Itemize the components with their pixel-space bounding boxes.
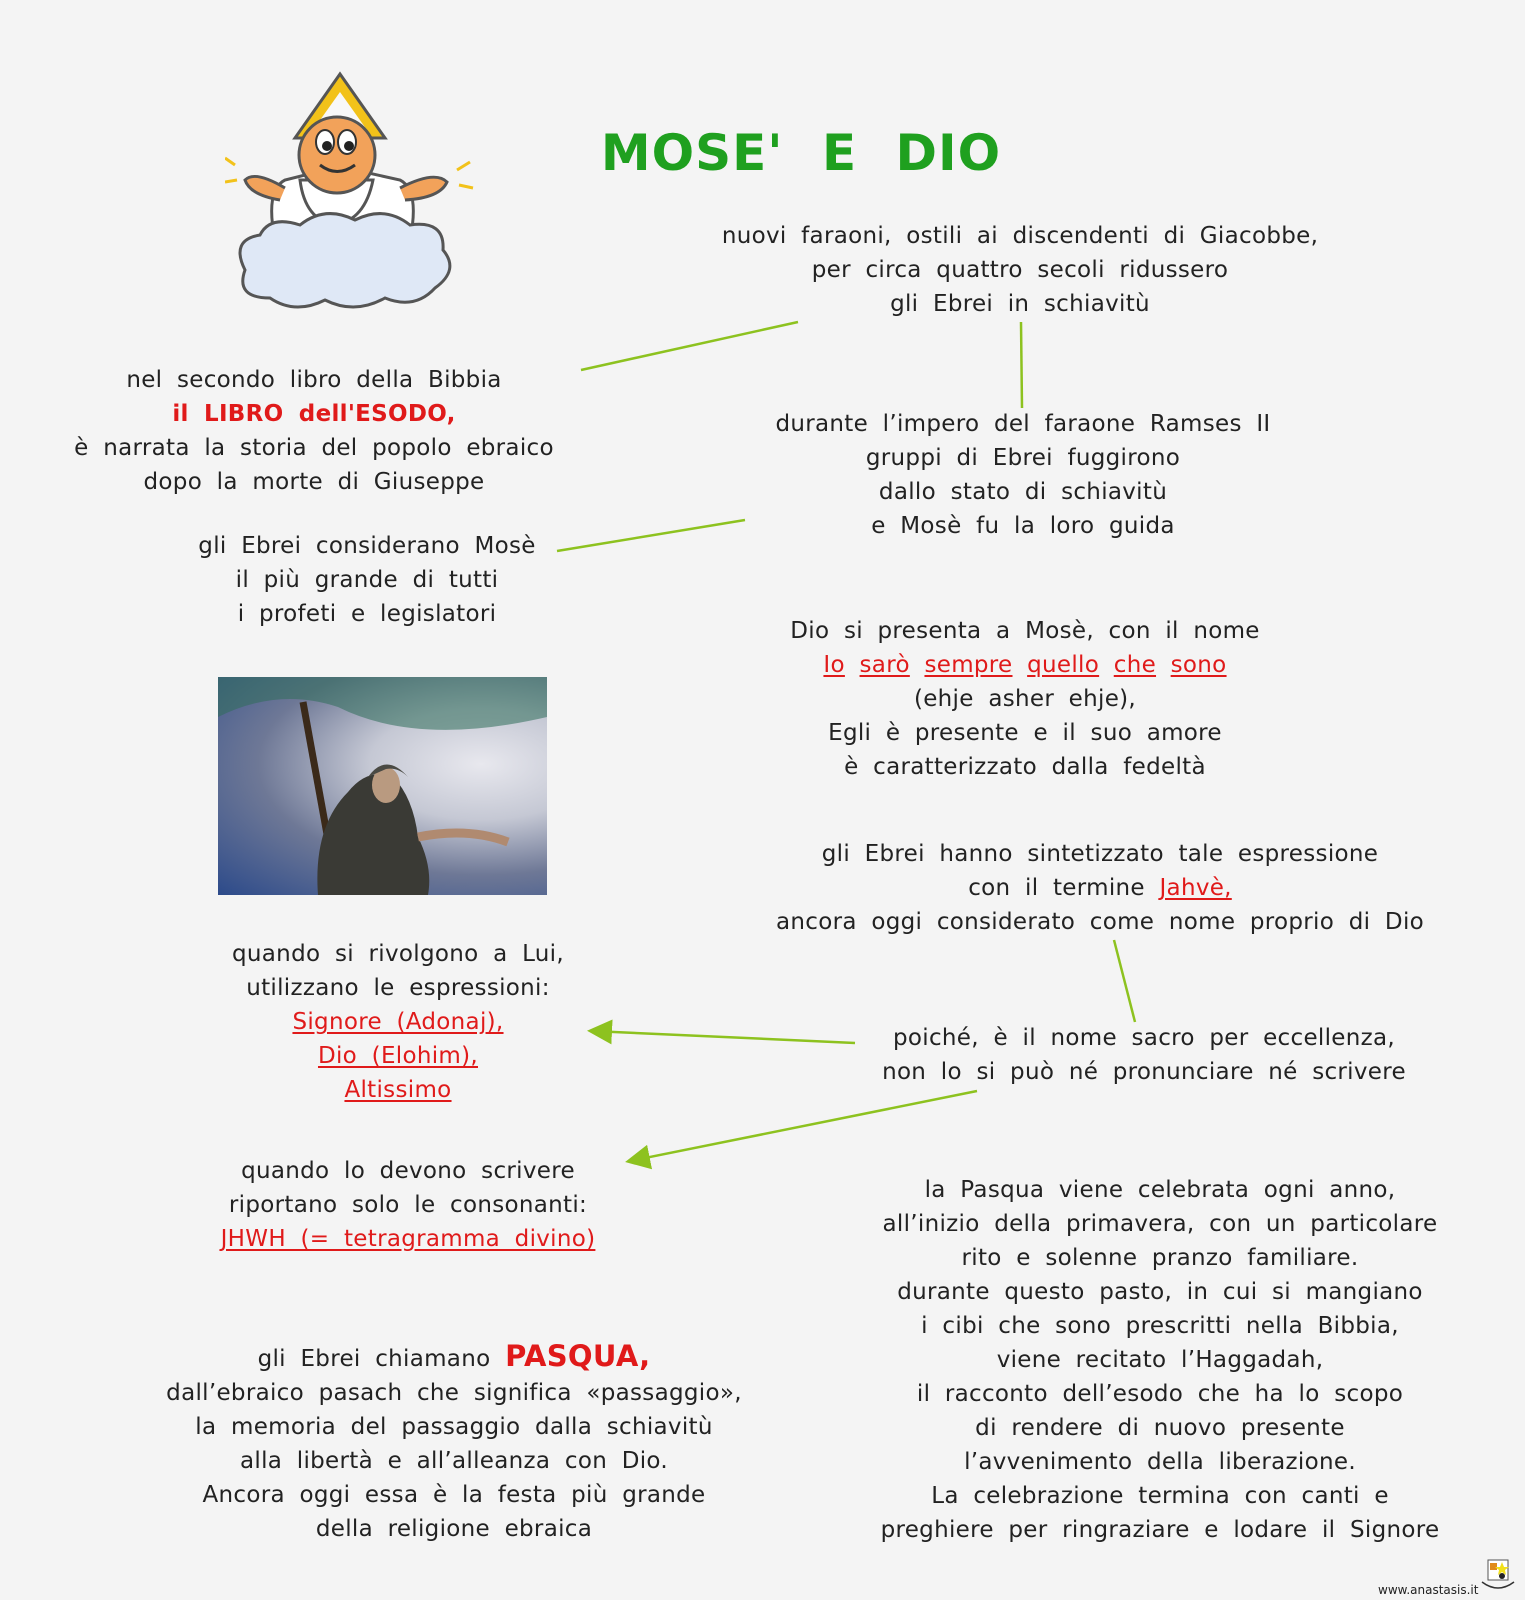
text-line: la Pasqua viene celebrata ogni anno,	[924, 1177, 1396, 1203]
moses-photo	[218, 677, 547, 895]
text-line: i profeti e legislatori	[237, 601, 497, 627]
site-url: www.anastasis.it	[1378, 1583, 1479, 1597]
jahve-term: Jahvè,	[1159, 875, 1232, 901]
text-line: riportano solo le consonanti:	[228, 1192, 588, 1218]
text-line: La celebrazione termina con canti e	[931, 1483, 1389, 1509]
text-line: nuovi faraoni, ostili ai discendenti di Giacobbe,	[721, 223, 1319, 249]
text-line: di rendere di nuovo presente	[975, 1415, 1345, 1441]
text-line: poiché, è il nome sacro per eccellenza,	[893, 1025, 1395, 1051]
term-adonaj: Signore (Adonaj),	[292, 1009, 504, 1035]
text-line: la memoria del passaggio dalla schiavitù	[195, 1414, 713, 1440]
text-line: Egli è presente e il suo amore	[828, 720, 1222, 746]
moses-figure	[218, 677, 547, 895]
connector-line	[1114, 940, 1135, 1022]
word: sempre	[924, 652, 1013, 678]
text-line: alla libertà e all’alleanza con Dio.	[239, 1448, 668, 1474]
text-line: durante l’impero del faraone Ramses II	[775, 411, 1271, 437]
term-altissimo: Altissimo	[344, 1077, 452, 1103]
text-line: è caratterizzato dalla fedeltà	[844, 754, 1206, 780]
text-line: rito e solenne pranzo familiare.	[961, 1245, 1359, 1271]
text-nome	[790, 614, 1259, 784]
connector-line	[557, 520, 745, 551]
page-title: MOSE' E DIO	[600, 124, 1002, 182]
text-espressioni	[232, 937, 564, 1107]
word: Io	[823, 652, 845, 678]
text-ramses	[775, 407, 1270, 543]
text-jahve	[776, 837, 1424, 939]
text-bibbia	[74, 363, 554, 499]
text-sacro	[882, 1021, 1406, 1089]
arrow-connector	[592, 1031, 855, 1043]
text-line: Ancora oggi essa è la festa più grande	[202, 1482, 706, 1508]
text-line: l’avvenimento della liberazione.	[964, 1449, 1356, 1475]
text-line: non lo si può né pronunciare né scrivere	[882, 1059, 1406, 1085]
text-pasqua	[166, 1339, 742, 1546]
text-line: Dio si presenta a Mosè, con il nome	[790, 618, 1260, 644]
text-line: il racconto dell’esodo che ha lo scopo	[916, 1381, 1404, 1407]
connector-line	[1021, 322, 1022, 408]
text-pasqua-rito	[881, 1173, 1440, 1547]
arrow-connector	[630, 1091, 977, 1161]
pasqua-highlight: PASQUA,	[505, 1339, 651, 1373]
text-line: preghiere per ringraziare e lodare il Signore	[880, 1517, 1440, 1543]
word: sarò	[859, 652, 910, 678]
text-line: il più grande di tutti	[235, 567, 499, 593]
text-line: all’inizio della primavera, con un particolare	[882, 1211, 1438, 1237]
connector-line	[581, 322, 798, 370]
text-line: gli Ebrei considerano Mosè	[198, 533, 536, 559]
text-line: gruppi di Ebrei fuggirono	[865, 445, 1181, 471]
text-line: gli Ebrei in schiavitù	[890, 291, 1150, 317]
term-jhwh: JHWH (= tetragramma divino)	[220, 1226, 596, 1252]
text-line: della religione ebraica	[315, 1516, 593, 1542]
text-line: è narrata la storia del popolo ebraico	[74, 435, 554, 461]
text-line: quando lo devono scrivere	[241, 1158, 575, 1184]
word: sono	[1170, 652, 1227, 678]
text-line: quando si rivolgono a Lui,	[232, 941, 564, 967]
text-line: e Mosè fu la loro guida	[871, 513, 1175, 539]
text-fragment: con il termine	[968, 875, 1145, 901]
term-elohim: Dio (Elohim),	[317, 1043, 478, 1069]
word: che	[1113, 652, 1157, 678]
text-line: viene recitato l’Haggadah,	[996, 1347, 1324, 1373]
text-line: dall’ebraico pasach che significa «passaggio»,	[166, 1380, 742, 1406]
text-line: per circa quattro secoli ridussero	[811, 257, 1229, 283]
text-line: utilizzano le espressioni:	[246, 975, 550, 1001]
text-fragment: gli Ebrei chiamano	[257, 1346, 491, 1372]
word: quello	[1027, 652, 1100, 678]
text-line: dallo stato di schiavitù	[878, 479, 1168, 505]
divine-name-underlined	[790, 648, 1259, 682]
text-line: (ehje asher ehje),	[913, 686, 1137, 712]
text-line: durante questo pasto, in cui si mangiano	[897, 1279, 1423, 1305]
text-line: gli Ebrei hanno sintetizzato tale espressione	[821, 841, 1379, 867]
text-line	[776, 871, 1424, 905]
text-profeti	[198, 529, 535, 631]
text-faraoni	[722, 219, 1318, 321]
text-line: i cibi che sono prescritti nella Bibbia,	[921, 1313, 1399, 1339]
text-line: ancora oggi considerato come nome proprio di Dio	[775, 909, 1425, 935]
text-consonanti	[221, 1154, 596, 1256]
libro-esodo-highlight: il LIBRO dell'ESODO,	[172, 401, 456, 427]
text-line: dopo la morte di Giuseppe	[143, 469, 485, 495]
text-line: nel secondo libro della Bibbia	[126, 367, 502, 393]
text-line	[166, 1339, 742, 1376]
supermappe-logo	[1478, 1550, 1518, 1594]
